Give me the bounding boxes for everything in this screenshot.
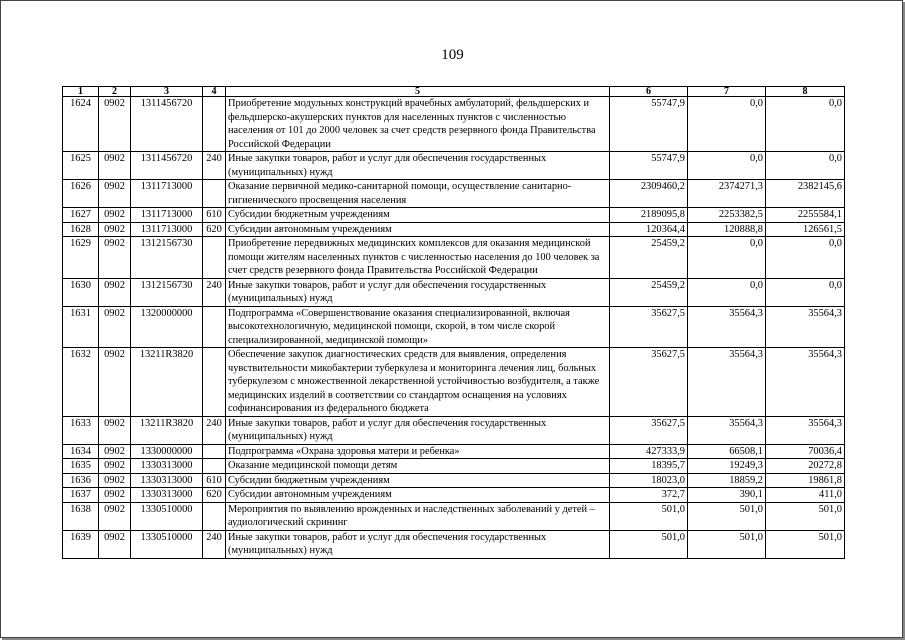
row-number: 1624: [63, 97, 99, 152]
expense-type-code: 620: [203, 222, 226, 237]
table-row: [63, 444, 845, 459]
target-article-code: 1311713000: [131, 222, 203, 237]
item-name: Мероприятия по выявлению врожденных и наследственных заболеваний у детей – аудиологический скрининг: [226, 502, 610, 530]
amount-col-7: 18859,2: [688, 473, 766, 488]
section-code: 0902: [99, 306, 131, 348]
expense-type-code: [203, 444, 226, 459]
section-code: 0902: [99, 237, 131, 279]
expense-type-code: [203, 459, 226, 474]
row-number: 1634: [63, 444, 99, 459]
expense-type-code: [203, 348, 226, 417]
amount-col-8: 2382145,6: [766, 180, 845, 208]
row-number: 1628: [63, 222, 99, 237]
amount-col-6: 372,7: [610, 488, 688, 503]
amount-col-6: 501,0: [610, 530, 688, 558]
item-name: Подпрограмма «Совершенствование оказания специализированной, включая высокотехнологичную, медицинской помощи, скорой, в том числе скорой специализированной, медицинской помощи»: [226, 306, 610, 348]
target-article-code: 13211R3820: [131, 416, 203, 444]
section-code: 0902: [99, 152, 131, 180]
amount-col-7: 120888,8: [688, 222, 766, 237]
item-name: Субсидии автономным учреждениям: [226, 488, 610, 503]
col-header: 3: [131, 87, 203, 97]
table-row: [63, 473, 845, 488]
row-number: 1633: [63, 416, 99, 444]
item-name: Иные закупки товаров, работ и услуг для обеспечения государственных (муниципальных) нужд: [226, 278, 610, 306]
expense-type-code: 240: [203, 530, 226, 558]
amount-col-8: 35564,3: [766, 348, 845, 417]
item-name: Оказание медицинской помощи детям: [226, 459, 610, 474]
amount-col-6: 55747,9: [610, 152, 688, 180]
amount-col-7: 501,0: [688, 502, 766, 530]
amount-col-8: 411,0: [766, 488, 845, 503]
table-row: [63, 530, 845, 558]
expense-type-code: [203, 180, 226, 208]
table-row: [63, 416, 845, 444]
table-row: [63, 222, 845, 237]
row-number: 1636: [63, 473, 99, 488]
amount-col-6: 18395,7: [610, 459, 688, 474]
item-name: Иные закупки товаров, работ и услуг для обеспечения государственных (муниципальных) нужд: [226, 152, 610, 180]
expense-type-code: [203, 97, 226, 152]
item-name: Субсидии бюджетным учреждениям: [226, 473, 610, 488]
amount-col-7: 19249,3: [688, 459, 766, 474]
target-article-code: 1320000000: [131, 306, 203, 348]
section-code: 0902: [99, 530, 131, 558]
amount-col-8: 501,0: [766, 530, 845, 558]
target-article-code: 13211R3820: [131, 348, 203, 417]
item-name: Субсидии бюджетным учреждениям: [226, 208, 610, 223]
item-name: Иные закупки товаров, работ и услуг для обеспечения государственных (муниципальных) нужд: [226, 416, 610, 444]
amount-col-8: 0,0: [766, 278, 845, 306]
amount-col-8: 501,0: [766, 502, 845, 530]
section-code: 0902: [99, 473, 131, 488]
section-code: 0902: [99, 502, 131, 530]
amount-col-6: 55747,9: [610, 97, 688, 152]
item-name: Иные закупки товаров, работ и услуг для обеспечения государственных (муниципальных) нужд: [226, 530, 610, 558]
row-number: 1626: [63, 180, 99, 208]
target-article-code: 1311456720: [131, 152, 203, 180]
amount-col-7: 35564,3: [688, 416, 766, 444]
expense-type-code: 620: [203, 488, 226, 503]
expense-type-code: 240: [203, 152, 226, 180]
item-name: Субсидии автономным учреждениям: [226, 222, 610, 237]
table-row: [63, 180, 845, 208]
table-body: [63, 97, 845, 559]
col-header: 4: [203, 87, 226, 97]
amount-col-6: 120364,4: [610, 222, 688, 237]
col-header: 7: [688, 87, 766, 97]
amount-col-8: 35564,3: [766, 416, 845, 444]
expense-type-code: 240: [203, 278, 226, 306]
item-name: Подпрограмма «Охрана здоровья матери и ребенка»: [226, 444, 610, 459]
row-number: 1631: [63, 306, 99, 348]
amount-col-7: 501,0: [688, 530, 766, 558]
table-row: [63, 306, 845, 348]
row-number: 1638: [63, 502, 99, 530]
table-row: [63, 278, 845, 306]
amount-col-6: 35627,5: [610, 416, 688, 444]
row-number: 1632: [63, 348, 99, 417]
amount-col-8: 0,0: [766, 152, 845, 180]
section-code: 0902: [99, 459, 131, 474]
target-article-code: 1311713000: [131, 208, 203, 223]
amount-col-8: 35564,3: [766, 306, 845, 348]
page-number: 109: [441, 47, 464, 63]
target-article-code: 1311456720: [131, 97, 203, 152]
amount-col-7: 0,0: [688, 152, 766, 180]
amount-col-7: 0,0: [688, 97, 766, 152]
row-number: 1637: [63, 488, 99, 503]
table-row: [63, 237, 845, 279]
amount-col-8: 70036,4: [766, 444, 845, 459]
row-number: 1625: [63, 152, 99, 180]
amount-col-6: 427333,9: [610, 444, 688, 459]
amount-col-8: 2255584,1: [766, 208, 845, 223]
col-header: 1: [63, 87, 99, 97]
section-code: 0902: [99, 180, 131, 208]
target-article-code: 1330510000: [131, 502, 203, 530]
target-article-code: 1330510000: [131, 530, 203, 558]
section-code: 0902: [99, 444, 131, 459]
table-row: [63, 97, 845, 152]
amount-col-6: 501,0: [610, 502, 688, 530]
item-name: Приобретение передвижных медицинских комплексов для оказания медицинской помощи жителям населенных пунктов с численностью населения до 100 человек за счет средств резервного фонда Правительства Российской Федерации: [226, 237, 610, 279]
table-row: [63, 459, 845, 474]
row-number: 1635: [63, 459, 99, 474]
target-article-code: 1330000000: [131, 444, 203, 459]
section-code: 0902: [99, 488, 131, 503]
section-code: 0902: [99, 222, 131, 237]
row-number: 1630: [63, 278, 99, 306]
amount-col-7: 66508,1: [688, 444, 766, 459]
expense-type-code: [203, 237, 226, 279]
amount-col-6: 35627,5: [610, 348, 688, 417]
amount-col-8: 19861,8: [766, 473, 845, 488]
amount-col-7: 2374271,3: [688, 180, 766, 208]
amount-col-8: 126561,5: [766, 222, 845, 237]
target-article-code: 1312156730: [131, 237, 203, 279]
section-code: 0902: [99, 97, 131, 152]
amount-col-6: 2189095,8: [610, 208, 688, 223]
table-row: [63, 208, 845, 223]
amount-col-8: 20272,8: [766, 459, 845, 474]
amount-col-6: 2309460,2: [610, 180, 688, 208]
expense-type-code: 240: [203, 416, 226, 444]
section-code: 0902: [99, 416, 131, 444]
amount-col-7: 0,0: [688, 278, 766, 306]
target-article-code: 1330313000: [131, 488, 203, 503]
target-article-code: 1330313000: [131, 473, 203, 488]
amount-col-8: 0,0: [766, 97, 845, 152]
row-number: 1639: [63, 530, 99, 558]
amount-col-6: 35627,5: [610, 306, 688, 348]
budget-table: [62, 86, 845, 559]
table-row: [63, 152, 845, 180]
amount-col-7: 35564,3: [688, 348, 766, 417]
expense-type-code: [203, 502, 226, 530]
item-name: Приобретение модульных конструкций врачебных амбулаторий, фельдшерских и фельдшерско-акушерских пунктов для населенных пунктов с численностью населения от 101 до 2000 человек за счет средств резервного фонда Правительства Российской Федерации: [226, 97, 610, 152]
amount-col-6: 25459,2: [610, 237, 688, 279]
section-code: 0902: [99, 348, 131, 417]
amount-col-6: 25459,2: [610, 278, 688, 306]
amount-col-7: 390,1: [688, 488, 766, 503]
table-header-row: [63, 87, 845, 97]
section-code: 0902: [99, 208, 131, 223]
section-code: 0902: [99, 278, 131, 306]
col-header: 8: [766, 87, 845, 97]
col-header: 6: [610, 87, 688, 97]
expense-type-code: 610: [203, 473, 226, 488]
expense-type-code: [203, 306, 226, 348]
target-article-code: 1311713000: [131, 180, 203, 208]
amount-col-7: 35564,3: [688, 306, 766, 348]
expense-type-code: 610: [203, 208, 226, 223]
amount-col-6: 18023,0: [610, 473, 688, 488]
amount-col-8: 0,0: [766, 237, 845, 279]
table-row: [63, 488, 845, 503]
row-number: 1629: [63, 237, 99, 279]
col-header: 2: [99, 87, 131, 97]
table-row: [63, 502, 845, 530]
amount-col-7: 0,0: [688, 237, 766, 279]
amount-col-7: 2253382,5: [688, 208, 766, 223]
col-header: 5: [226, 87, 610, 97]
item-name: Обеспечение закупок диагностических средств для выявления, определения чувствительности микобактерии туберкулеза и мониторинга лечения лиц, больных туберкулезом с множественной лекарственной устойчивостью возбудителя, а также медицинских изделий в соответствии со стандартом оснащения на условиях софинансирования из федерального бюджета: [226, 348, 610, 417]
target-article-code: 1330313000: [131, 459, 203, 474]
row-number: 1627: [63, 208, 99, 223]
item-name: Оказание первичной медико-санитарной помощи, осуществление санитарно-гигиенического просвещения населения: [226, 180, 610, 208]
table-row: [63, 348, 845, 417]
target-article-code: 1312156730: [131, 278, 203, 306]
